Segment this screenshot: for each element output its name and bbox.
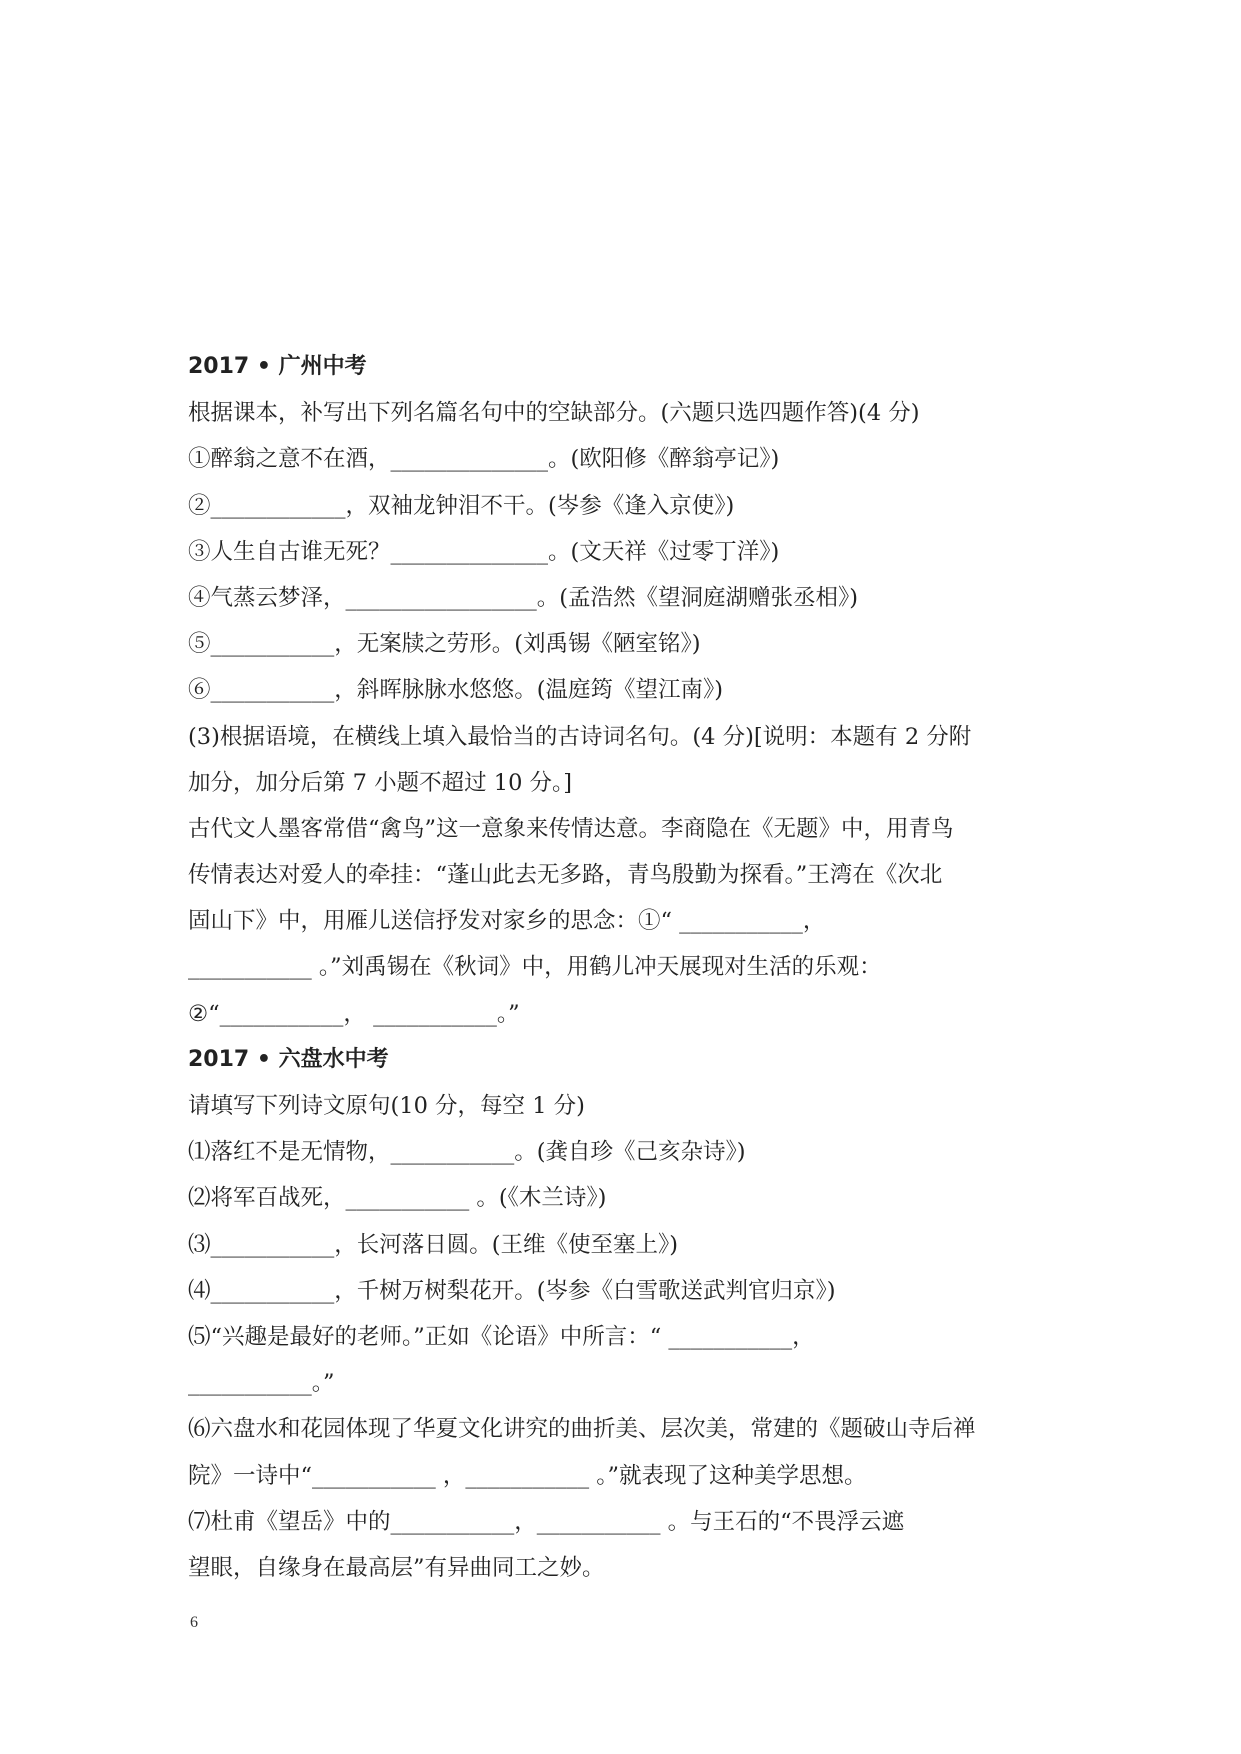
document-body [188, 344, 1068, 1591]
page-number: 6 [190, 1614, 198, 1631]
question-line: ⑺杜甫《望岳》中的___________，___________ 。与王石的“不畏浮云遮 [188, 1508, 905, 1535]
question-line: 院》一诗中“___________ ，___________ 。”就表现了这种美学思想。 [188, 1462, 867, 1489]
section-heading-liupanshui: 2017 • 六盘水中考 [188, 1046, 389, 1072]
instruction-text: 根据课本，补写出下列名篇名句中的空缺部分。(六题只选四题作答)(4 分) [188, 400, 920, 427]
question-line: ⑹六盘水和花园体现了华夏文化讲究的曲折美、层次美，常建的《题破山寺后禅 [188, 1416, 976, 1443]
passage-text: 古代文人墨客常借“禽鸟”这一意象来传情达意。李商隐在《无题》中，用青鸟 [188, 815, 954, 842]
question-line: ②____________，双袖龙钟泪不干。(岑参《逢入京使》) [188, 492, 735, 519]
question-line: ⑶___________，长河落日圆。(王维《使至塞上》) [188, 1231, 679, 1258]
instruction-text: (3)根据语境，在横线上填入最恰当的古诗词名句。(4 分)[说明：本题有 2 分附 [188, 723, 972, 750]
question-line: ⑴落红不是无情物，___________。(龚自珍《己亥杂诗》) [188, 1139, 746, 1166]
question-line: ⑤___________，无案牍之劳形。(刘禹锡《陋室铭》) [188, 631, 701, 658]
instruction-text: 请填写下列诗文原句(10 分，每空 1 分) [188, 1093, 585, 1119]
passage-text: ②“___________， ___________。” [188, 1000, 520, 1027]
question-line: ⑸“兴趣是最好的老师。”正如《论语》中所言：“ ___________， [188, 1323, 815, 1350]
question-line: ⑵将军百战死，___________ 。(《木兰诗》) [188, 1185, 607, 1212]
question-line: ①醉翁之意不在酒，______________。(欧阳修《醉翁亭记》) [188, 446, 780, 473]
question-line: ④气蒸云梦泽，_________________。(孟浩然《望洞庭湖赠张丞相》) [188, 584, 859, 611]
passage-text: 传情表达对爱人的牵挂：“蓬山此去无多路，青鸟殷勤为探看。”王湾在《次北 [188, 862, 943, 889]
question-line: ③人生自古谁无死？______________。(文天祥《过零丁洋》) [188, 538, 780, 565]
question-line: ___________。” [188, 1370, 335, 1397]
question-line: 望眼，自缘身在最高层”有异曲同工之妙。 [188, 1554, 605, 1581]
instruction-text: 加分，加分后第 7 小题不超过 10 分。] [188, 769, 573, 796]
passage-text: ___________ 。”刘禹锡在《秋词》中，用鹤儿冲天展现对生活的乐观： [188, 954, 882, 981]
question-line: ⑷___________，千树万树梨花开。(岑参《白雪歌送武判官归京》) [188, 1277, 836, 1304]
passage-text: 固山下》中，用雁儿送信抒发对家乡的思念：①“ ___________， [188, 908, 826, 935]
section-heading-guangzhou: 2017 • 广州中考 [188, 354, 367, 379]
question-line: ⑥___________，斜晖脉脉水悠悠。(温庭筠《望江南》) [188, 677, 724, 704]
